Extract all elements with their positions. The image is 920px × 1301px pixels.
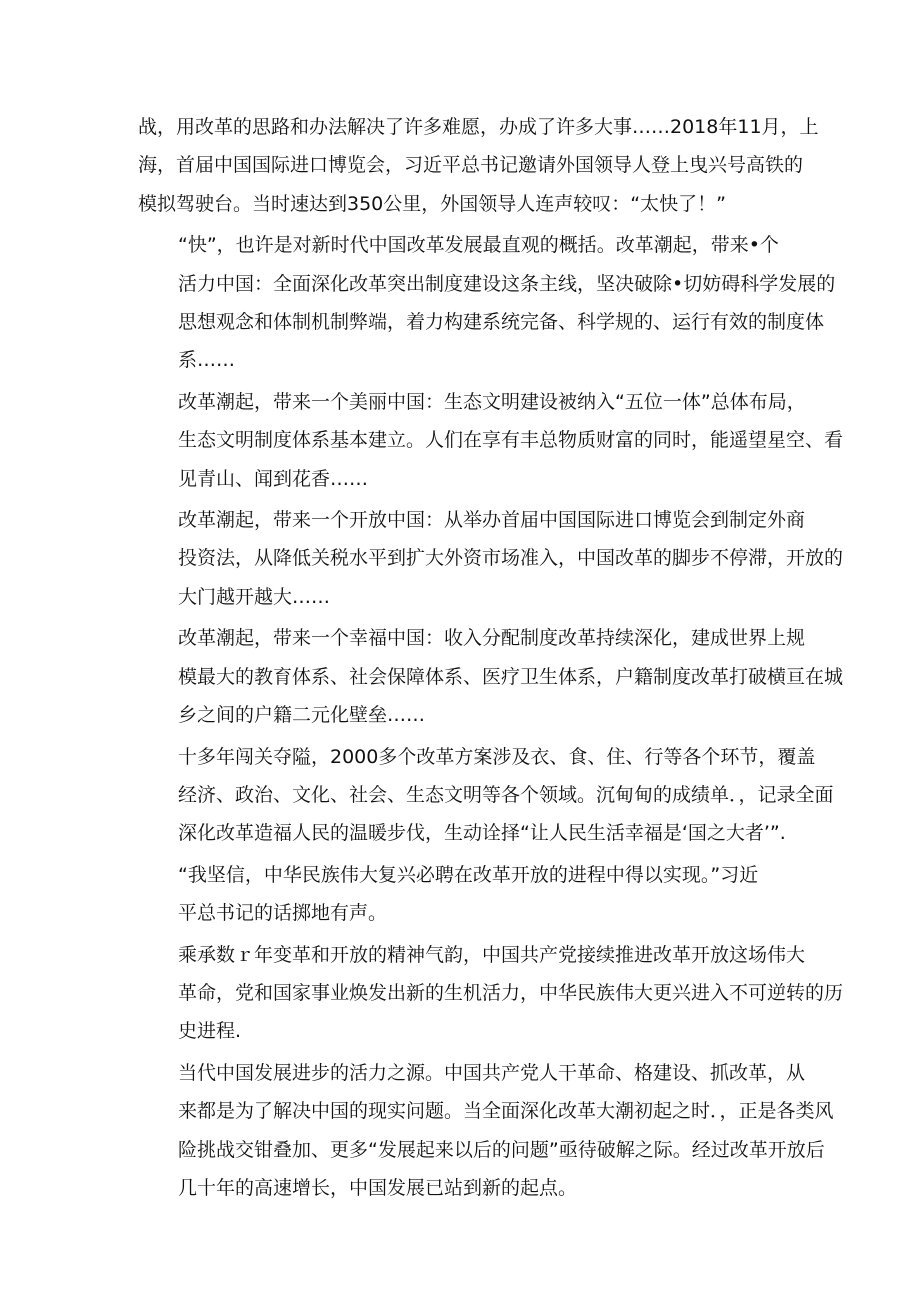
paragraph-1	[138, 108, 819, 223]
text-line: 平总书记的话掷地有声。	[178, 902, 388, 925]
text-line: 来都是为了解决中国的现实问题。当全面深化改革大潮初起之时．，正是各类风	[178, 1100, 834, 1123]
text-line: 投资法，从降低关税水平到扩大外资市场准入，中国改革的脚步不停滞，开放的	[178, 547, 844, 570]
paragraph-4	[138, 501, 844, 616]
text-line: 革命，党和国家事业焕发出新的生机活力，中华民族伟大更兴进入不可逆转的历	[178, 981, 844, 1004]
paragraph-2	[138, 226, 836, 380]
text-line: 见青山、闻到花香……	[178, 467, 369, 490]
text-line: 活力中国：全面深化改革突出制度建设这条主线，坚决破除•切妨碍科学发展的	[178, 272, 836, 295]
text-line: 当代中国发展进步的活力之源。中国共产党人干革命、格建设、抓改革，从	[178, 1061, 806, 1084]
text-line: 几十年的高速增长，中国发展已站到新的起点。	[178, 1176, 578, 1199]
text-line: 改革潮起，带来一个开放中国：从举办首届中国国际进口博览会到制定外商	[178, 509, 806, 532]
text-line: 乡之间的户籍二元化壁垒……	[178, 704, 426, 727]
text-line: 经济、政治、文化、社会、生态文明等各个领域。沉甸甸的成绩单．，记录全面	[178, 783, 834, 806]
text-line: 战，用改革的思路和办法解决了许多难愿，办成了许多大事……2018年11月，上	[138, 116, 819, 138]
text-line: 深化改革造福人民的温暖步伐，生动诠择“让人民生活幸福是‘国之大者’”.	[178, 822, 786, 845]
text-line: 模拟驾驶台。当时速达到350公里，外国领导人连声较叹：“太快了！”	[138, 192, 726, 215]
text-line: 模最大的教育体系、社会保障体系、医疗卫生体系，户籍制度改革打破横亘在城	[178, 665, 844, 688]
text-line: 大门越开越大……	[178, 585, 331, 608]
text-line: 乘承数ｒ年变革和开放的精神气韵，中国共产党接续推进改革开放这场伟大	[178, 943, 806, 966]
paragraph-9	[138, 1054, 834, 1208]
paragraph-7	[138, 856, 786, 933]
text-line: 海，首届中国国际进口博览会，习近平总书记邀请外国领导人登上曳兴号高铁的	[138, 154, 804, 177]
paragraph-6	[138, 738, 834, 853]
text-line: 思想观念和体制机制弊端，着力构建系统完备、科学规的、运行有效的制度体	[178, 311, 825, 334]
text-line: 生态文明制度体系基本建立。人们在享有丰总物质财富的同时，能遥望星空、看	[178, 429, 844, 452]
text-line: 险挑战交钳叠加、更多“发展起来以后的问题”亟待破解之际。经过改革开放后	[178, 1138, 825, 1161]
text-line: 十多年闯关夺隘，2000多个改革方案涉及衣、食、住、行等各个环节，覆盖	[178, 745, 816, 768]
text-line: 改革潮起，带来一个幸福中国：收入分配制度改革持续深化，建成世界上规	[178, 627, 806, 650]
text-line: “快”，也许是对新时代中国改革发展最直观的概括。改革潮起，带来•个	[178, 234, 779, 257]
text-line: “我坚信，中华民族伟大复兴必聘在改革开放的进程中得以实现。”习近	[178, 863, 759, 886]
paragraph-5	[138, 619, 844, 734]
text-line: 史进程.	[178, 1020, 242, 1043]
text-line: 改革潮起，带来一个美丽中国：生态文明建设被纳入“五位一体”总体布局，	[178, 390, 806, 413]
paragraph-8	[138, 936, 844, 1051]
article-body	[138, 108, 844, 1210]
paragraph-3	[138, 383, 844, 498]
text-line: 系……	[178, 349, 236, 372]
